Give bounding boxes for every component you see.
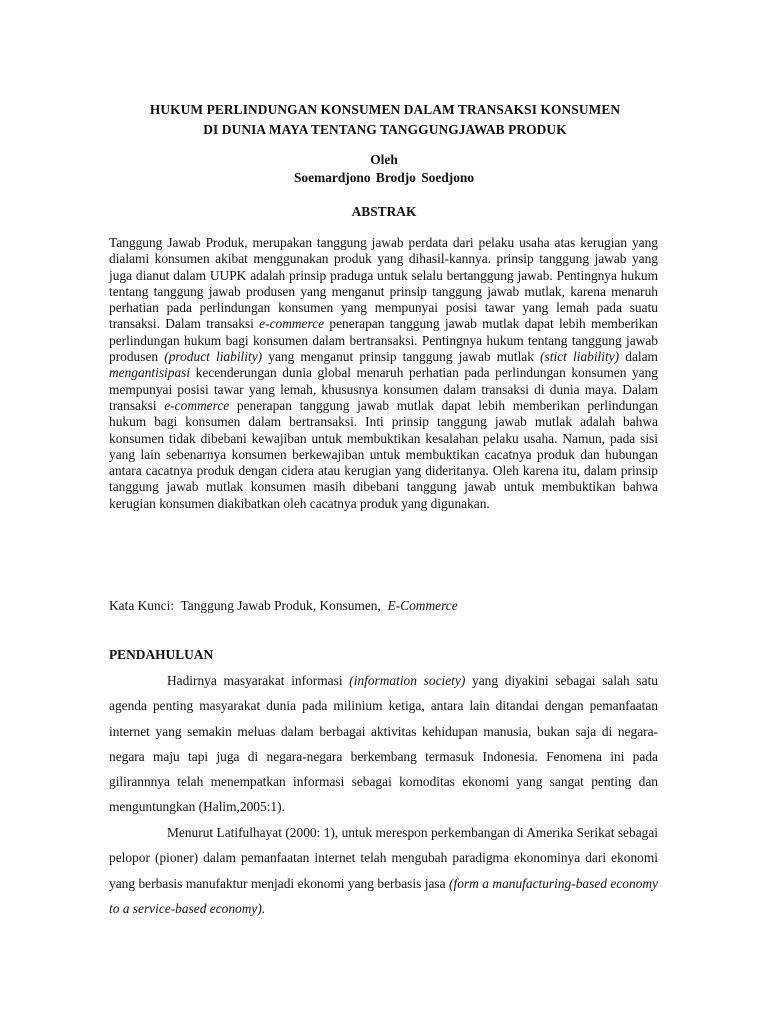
- keywords-italic-term: E-Commerce: [387, 598, 458, 613]
- abstract-text-part: penerapan tanggung jawab mutlak dapat lebih memberikan perlindungan hukum bagi konsumen dalam bertransaksi. Pentingnya hukum tentang tanggung jawab produsen: [109, 316, 658, 365]
- author-name: Soemardjono Brodjo Soedjono: [293, 170, 475, 185]
- keywords: [109, 597, 458, 615]
- abstract-text-part: penerapan tanggung jawab mutlak dapat lebih memberikan perlindungan hukum bagi konsumen dalam bertransaksi. Inti prinsip tanggung jawab mutlak adalah bahwa konsumen tidak dibebani kewajiban untuk membuktikan kesalahan pelaku usaha. Namun, pada sisi yang lain sebenarnya konsumen berkewajiban untuk membuktikan cacatnya produk dan hubungan antara cacatnya produk dengan cidera atau kerugian yang dideritanya. Oleh karena itu, dalam prinsip tanggung jawab mutlak konsumen masih dibebani tanggung jawab untuk membuktikan bahwa kerugian konsumen diakibatkan oleh cacatnya produk yang digunakan.: [109, 397, 658, 511]
- body-paragraph-2: [109, 820, 658, 921]
- keywords-terms: Tanggung Jawab Produk, Konsumen,: [180, 598, 381, 613]
- title-line-2: DI DUNIA MAYA TENTANG TANGGUNGJAWAB PRODUK: [203, 122, 567, 137]
- section-heading: PENDAHULUAN: [109, 647, 214, 662]
- paragraph-italic-term: (form a manufacturing-based economy to a service-based economy).: [109, 875, 658, 916]
- body-paragraph-1: [109, 668, 658, 820]
- abstract-italic-term: mengantisipasi: [109, 365, 191, 381]
- paragraph-text-part: Hadirnya masyarakat informasi: [167, 673, 350, 688]
- abstract-heading: ABSTRAK: [351, 204, 417, 219]
- abstract-italic-term: (product liability): [164, 349, 263, 365]
- abstract-text-part: dalam: [619, 349, 658, 365]
- abstract-italic-term: e-commerce: [164, 397, 230, 413]
- abstract-text-part: kecenderungan dunia global menaruh perhatian pada perlindungan konsumen yang mempunyai posisi tawar yang lemah, khususnya konsumen dalam transaksi di dunia maya. Dalam transaksi: [109, 365, 658, 413]
- document-title: [60, 100, 710, 140]
- author-by-label: Oleh: [370, 152, 398, 167]
- abstract-italic-term: (stict liability): [540, 349, 620, 365]
- paragraph-text-part: yang diyakini sebagai salah satu agenda penting masyarakat dunia pada milinium ketiga, antara lain ditandai dengan pemanfaatan internet yang semakin meluas dalam berbagai aktivitas kehidupan manusia, bukan saja di negara-negara maju tapi juga di negara-negara berkembang termasuk Indonesia. Fenomena ini pada gilirannnya telah menempatkan informasi sebagai komoditas ekonomi yang sangat penting dan menguntungkan (Halim,2005:1).: [109, 673, 659, 815]
- abstract-text: [109, 235, 658, 512]
- keywords-label: Kata Kunci:: [109, 598, 175, 613]
- abstract-text-part: Tanggung Jawab Produk, merupakan tanggung jawab perdata dari pelaku usaha atas kerugian yang dialami konsumen akibat menggunakan produk yang dihasil-kannya. prinsip tanggung jawab yang juga dianut dalam UUPK adalah prinsip praduga untuk selalu bertanggung jawab. Pentingnya hukum tentang tanggung jawab produsen yang menganut prinsip tanggung jawab mutlak, karena menaruh perhatian pada perlindungan konsumen yang mempunyai posisi tawar yang lemah pada suatu transaksi. Dalam transaksi: [109, 235, 658, 332]
- title-line-1: HUKUM PERLINDUNGAN KONSUMEN DALAM TRANSAKSI KONSUMEN: [149, 102, 621, 117]
- abstract-italic-term: e-commerce: [259, 316, 325, 332]
- abstract-text-part: yang menganut prinsip tanggung jawab mutlak: [262, 349, 541, 365]
- paragraph-text-part: Menurut Latifulhayat (2000: 1), untuk merespon perkembangan di Amerika Serikat sebagai pelopor (pioner) dalam pemanfaatan internet telah mengubah paradigma ekonominya dari ekonomi yang berbasis manufaktur menjadi ekonomi yang berbasis jasa: [109, 825, 658, 891]
- paragraph-italic-term: (information society): [349, 673, 466, 688]
